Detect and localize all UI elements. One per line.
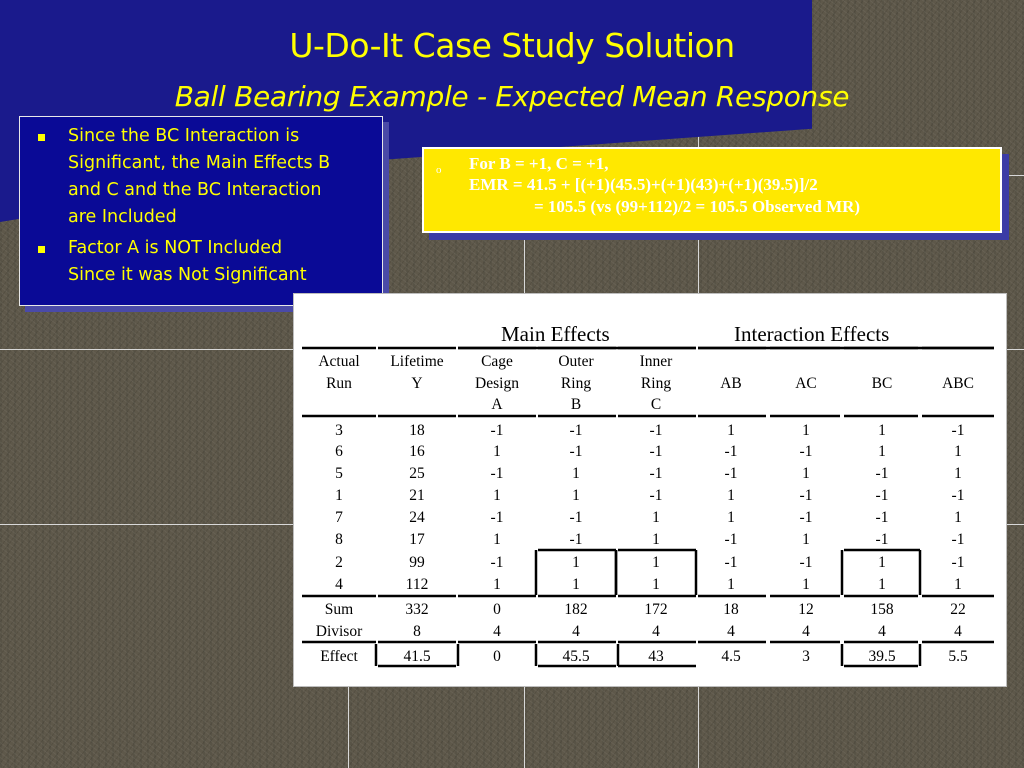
table-cell: 6 [335,443,343,460]
table-cell: 1 [802,465,810,482]
table-cell: 5 [335,465,343,482]
table-cell: -1 [875,465,889,482]
column-header-label: B [570,396,582,413]
square-bullet-icon [38,134,45,141]
column-header-label: AB [720,375,742,392]
table-cell: -1 [951,531,965,548]
table-cell: 1 [572,487,580,504]
table-cell: 0 [493,601,501,618]
table-cell: -1 [724,554,738,571]
column-header-label: AC [795,375,817,392]
table-cell: 1 [652,576,660,593]
bullet-line: Since it was Not Significant [68,265,307,285]
table-cell: 39.5 [868,648,896,665]
bullet-list [30,123,374,289]
table-cell: 4 [493,623,501,640]
table-cell: -1 [649,487,663,504]
table-cell: -1 [569,531,583,548]
table-cell: 182 [564,601,588,618]
table-cell: 1 [727,487,735,504]
table-cell: 1 [802,422,810,439]
table-cell: -1 [875,531,889,548]
column-header-label: ABC [942,375,974,392]
table-cell: 1 [727,576,735,593]
table-cell: -1 [951,554,965,571]
table-cell: 1 [652,554,660,571]
column-header-label: A [491,396,503,413]
table-cell: 4 [727,623,735,640]
table-cell: 1 [652,509,660,526]
table-cell: -1 [649,443,663,460]
table-cell: 5.5 [948,648,968,665]
circle-bullet-icon: o [436,164,442,176]
table-cell: -1 [799,443,813,460]
table-cell: -1 [799,509,813,526]
table-cell: 12 [798,601,814,618]
table-cell: 4 [652,623,660,640]
table-cell: 1 [493,487,501,504]
column-header-label: Actual [318,353,360,370]
table-cell: -1 [724,531,738,548]
slide-title: U-Do-It Case Study Solution [289,26,735,65]
table-cell: 2 [335,554,343,571]
row-label: Effect [320,648,358,665]
table-cell: 21 [409,487,425,504]
table-cell: -1 [569,443,583,460]
table-cell: 1 [878,443,886,460]
table-cell: -1 [799,487,813,504]
table-cell: 332 [405,601,429,618]
table-cell: -1 [875,509,889,526]
table-cell: 25 [409,465,425,482]
table-cell: 4 [335,576,343,593]
table-cell: -1 [490,509,504,526]
column-header-label: Outer [558,353,594,370]
table-cell: -1 [951,422,965,439]
column-header-label: Ring [640,374,672,392]
column-header-label: BC [871,375,893,392]
column-header-label: Run [326,374,352,392]
callout-line-3: = 105.5 (vs (99+112)/2 = 105.5 Observed MR) [534,197,861,216]
table-cell: 1 [493,531,501,548]
table-cell: 1 [878,422,886,439]
square-bullet-icon [38,246,45,253]
bullet-item [30,123,374,231]
table-cell: 4.5 [721,648,741,665]
table-cell: -1 [490,422,504,439]
callout-line-1: For B = +1, C = +1, [469,154,609,173]
table-cell: 3 [335,422,343,439]
bullet-line: Factor A is NOT Included [68,238,283,258]
table-cell: 0 [493,648,501,665]
table-cell: 112 [405,576,429,593]
column-header-label: C [650,396,662,413]
table-cell: 1 [493,443,501,460]
table-cell: 1 [493,576,501,593]
row-label: Sum [324,601,354,618]
bullet-line: and C and the BC Interaction [68,180,322,200]
callout-line-2: EMR = 41.5 + [(+1)(45.5)+(+1)(43)+(+1)(39.5)]/2 [469,175,818,194]
main-effects-header: Main Effects [501,322,610,346]
effects-table [293,293,1007,687]
table-cell: -1 [569,422,583,439]
table-cell: 45.5 [562,648,590,665]
bullet-item [30,235,374,289]
table-cell: 1 [954,509,962,526]
bullet-line: Since the BC Interaction is [68,126,300,146]
table-cell: 1 [954,576,962,593]
table-cell: 4 [572,623,580,640]
table-cell: 7 [335,509,343,526]
interaction-effects-header: Interaction Effects [734,322,890,346]
table-cell: 4 [954,623,962,640]
table-cell: 41.5 [403,648,431,665]
table-cell: 24 [409,509,425,526]
table-cell: 158 [870,601,894,618]
table-cell: 1 [954,465,962,482]
table-cell: -1 [724,443,738,460]
bullet-box [19,116,383,306]
column-header-label: Cage [481,353,513,370]
slide-subtitle: Ball Bearing Example - Expected Mean Response [174,80,850,113]
table-cell: 17 [409,531,425,548]
bullet-line: Significant, the Main Effects B [68,153,331,173]
table-cell: 1 [572,554,580,571]
table-cell: 1 [727,509,735,526]
table-cell: 43 [648,648,664,665]
table-cell: 1 [878,554,886,571]
table-cell: 4 [802,623,810,640]
column-header-label: Lifetime [390,353,444,370]
table-cell: 4 [878,623,886,640]
table-cell: -1 [490,465,504,482]
table-cell: 1 [802,576,810,593]
table-cell: 172 [644,601,668,618]
table-cell: -1 [799,554,813,571]
table-cell: -1 [875,487,889,504]
table-cell: -1 [951,487,965,504]
table-cell: 1 [652,531,660,548]
table-cell: 18 [723,601,739,618]
row-label: Divisor [315,623,363,640]
emr-callout-box [422,147,1002,233]
table-cell: 1 [802,531,810,548]
table-cell: 1 [572,576,580,593]
table-cell: -1 [490,554,504,571]
table-cell: 8 [335,531,343,548]
table-cell: 22 [950,601,966,618]
table-cell: -1 [649,422,663,439]
bullet-line: are Included [68,207,177,227]
table-cell: 1 [335,487,343,504]
table-cell: 1 [727,422,735,439]
table-cell: -1 [569,509,583,526]
table-cell: 1 [954,443,962,460]
column-header-label: Y [411,374,423,392]
table-cell: 8 [413,623,421,640]
table-cell: 1 [572,465,580,482]
table-cell: 16 [409,443,425,460]
table-cell: 1 [878,576,886,593]
table-cell: -1 [649,465,663,482]
column-header-label: Ring [560,374,592,392]
table-cell: 99 [409,554,425,571]
table-cell: 18 [409,422,425,439]
column-header-label: Design [475,374,519,392]
column-header-label: Inner [639,353,673,370]
table-cell: 3 [802,648,810,665]
table-cell: -1 [724,465,738,482]
